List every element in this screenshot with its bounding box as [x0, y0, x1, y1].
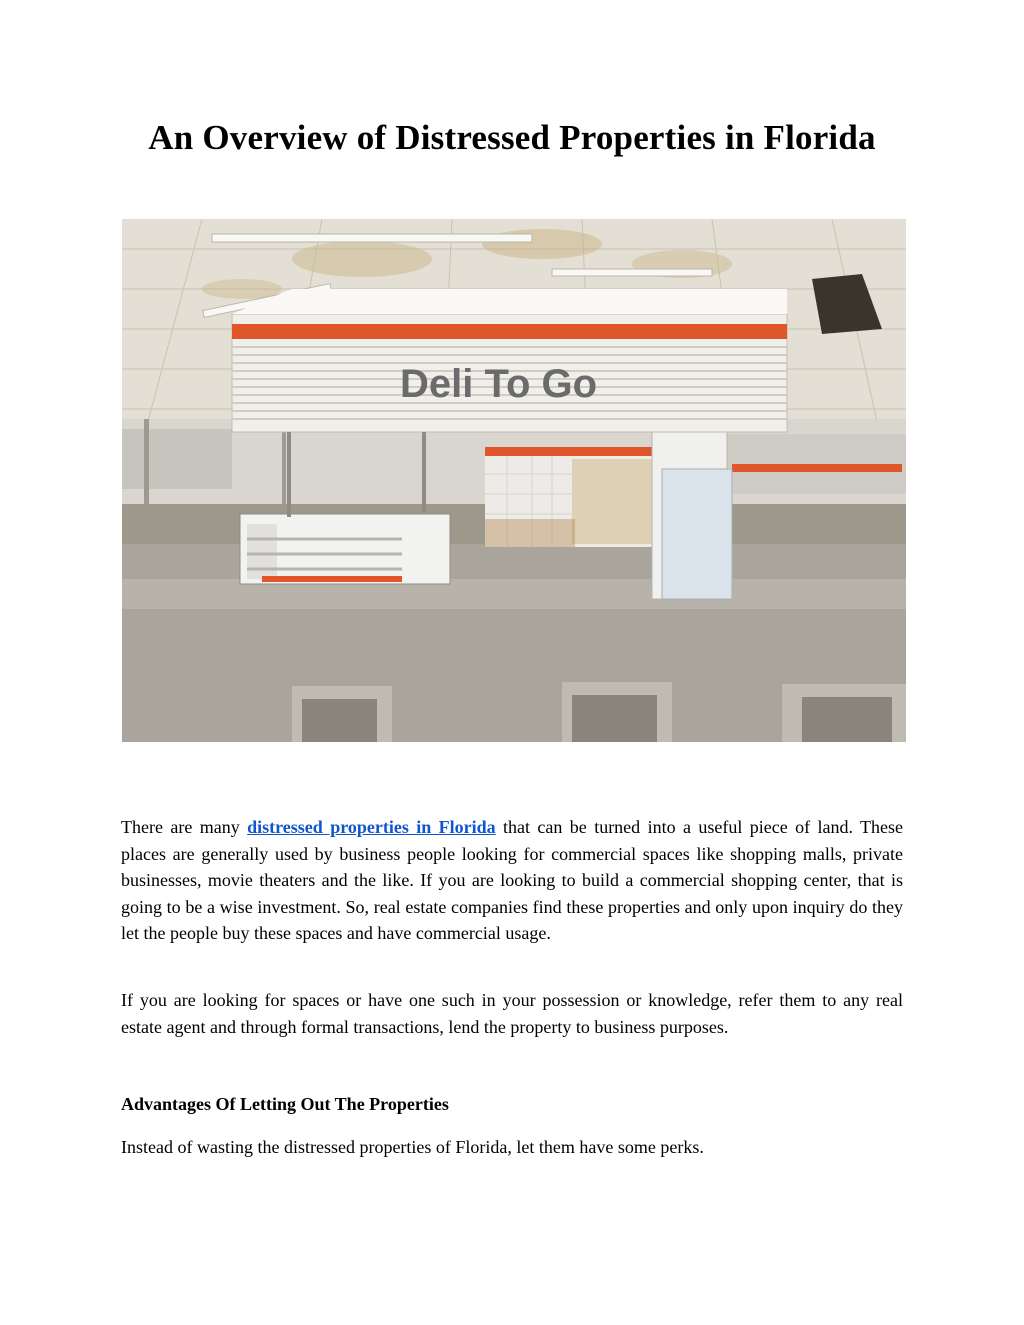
page-title: An Overview of Distressed Properties in Florida	[148, 118, 876, 157]
distressed-properties-link[interactable]: distressed properties in Florida	[247, 817, 496, 837]
section-heading-advantages: Advantages Of Letting Out The Properties	[121, 1094, 449, 1114]
deli-photo	[122, 219, 906, 742]
paragraph-referral: If you are looking for spaces or have one such in your possession or knowledge, refer them to any real estate agent and through formal transactions, lend the property to business purposes.	[121, 990, 903, 1037]
paragraph-intro: There are many distressed properties in Florida that can be turned into a useful piece of land. These places are generally used by business people looking for commercial spaces like shopping malls, private businesses, movie theaters and the like. If you are looking to build a commercial shopping center, that is going to be a wise investment. So, real estate companies find these properties and only upon inquiry do they let the people buy these spaces and have commercial usage.	[121, 817, 904, 943]
paragraph-perks: Instead of wasting the distressed properties of Florida, let them have some perks.	[121, 1137, 704, 1157]
sign-text: Deli To Go	[400, 362, 598, 406]
